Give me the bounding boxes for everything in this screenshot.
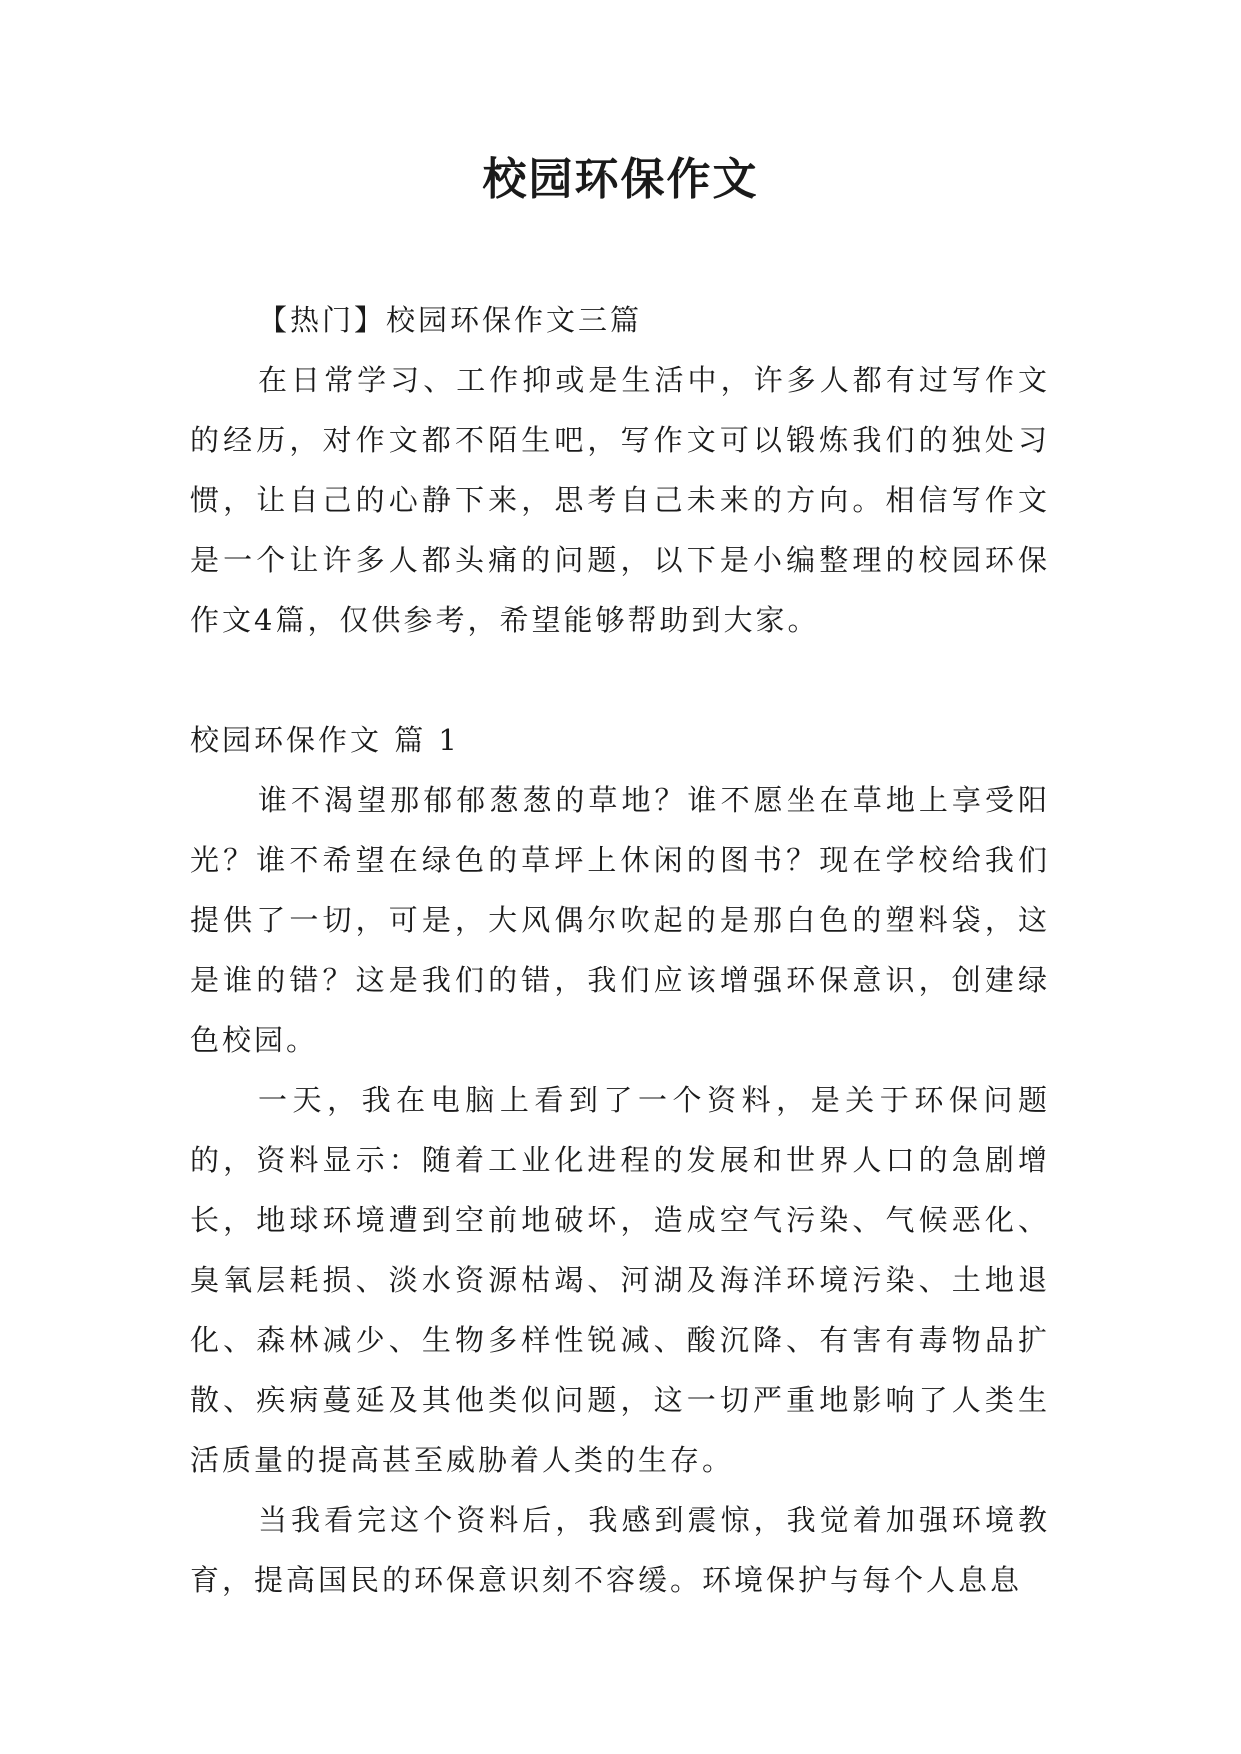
document-title: 校园环保作文: [482, 154, 759, 205]
body-paragraph: 谁不渴望那郁郁葱葱的草地？谁不愿坐在草地上享受阳光？谁不希望在绿色的草坪上休闲的图书？现在学校给我们提供了一切，可是，大风偶尔吹起的是那白色的塑料袋，这是谁的错？这是我们的错，我们应该增强环保意识，创建绿色校园。: [190, 783, 1050, 1057]
body-paragraph: 一天，我在电脑上看到了一个资料，是关于环保问题的，资料显示：随着工业化进程的发展和世界人口的急剧增长，地球环境遭到空前地破坏，造成空气污染、气候恶化、臭氧层耗损、淡水资源枯竭、河湖及海洋环境污染、土地退化、森林减少、生物多样性锐减、酸沉降、有害有毒物品扩散、疾病蔓延及其他类似问题，这一切严重地影响了人类生活质量的提高甚至威胁着人类的生存。: [190, 1083, 1050, 1477]
intro-paragraph: 在日常学习、工作抑或是生活中，许多人都有过写作文的经历，对作文都不陌生吧，写作文可以锻炼我们的独处习惯，让自己的心静下来，思考自己未来的方向。相信写作文是一个让许多人都头痛的问题，以下是小编整理的校园环保作文4篇，仅供参考，希望能够帮助到大家。: [190, 363, 1050, 637]
section-heading: 校园环保作文 篇 1: [190, 723, 460, 757]
section-spacer: [190, 650, 1050, 710]
body-paragraph: 当我看完这个资料后，我感到震惊，我觉着加强环境教育，提高国民的环保意识刻不容缓。环境保护与每个人息息: [190, 1503, 1050, 1597]
document-body: [190, 290, 1050, 1610]
document-subtitle: 【热门】校园环保作文三篇: [258, 303, 643, 337]
